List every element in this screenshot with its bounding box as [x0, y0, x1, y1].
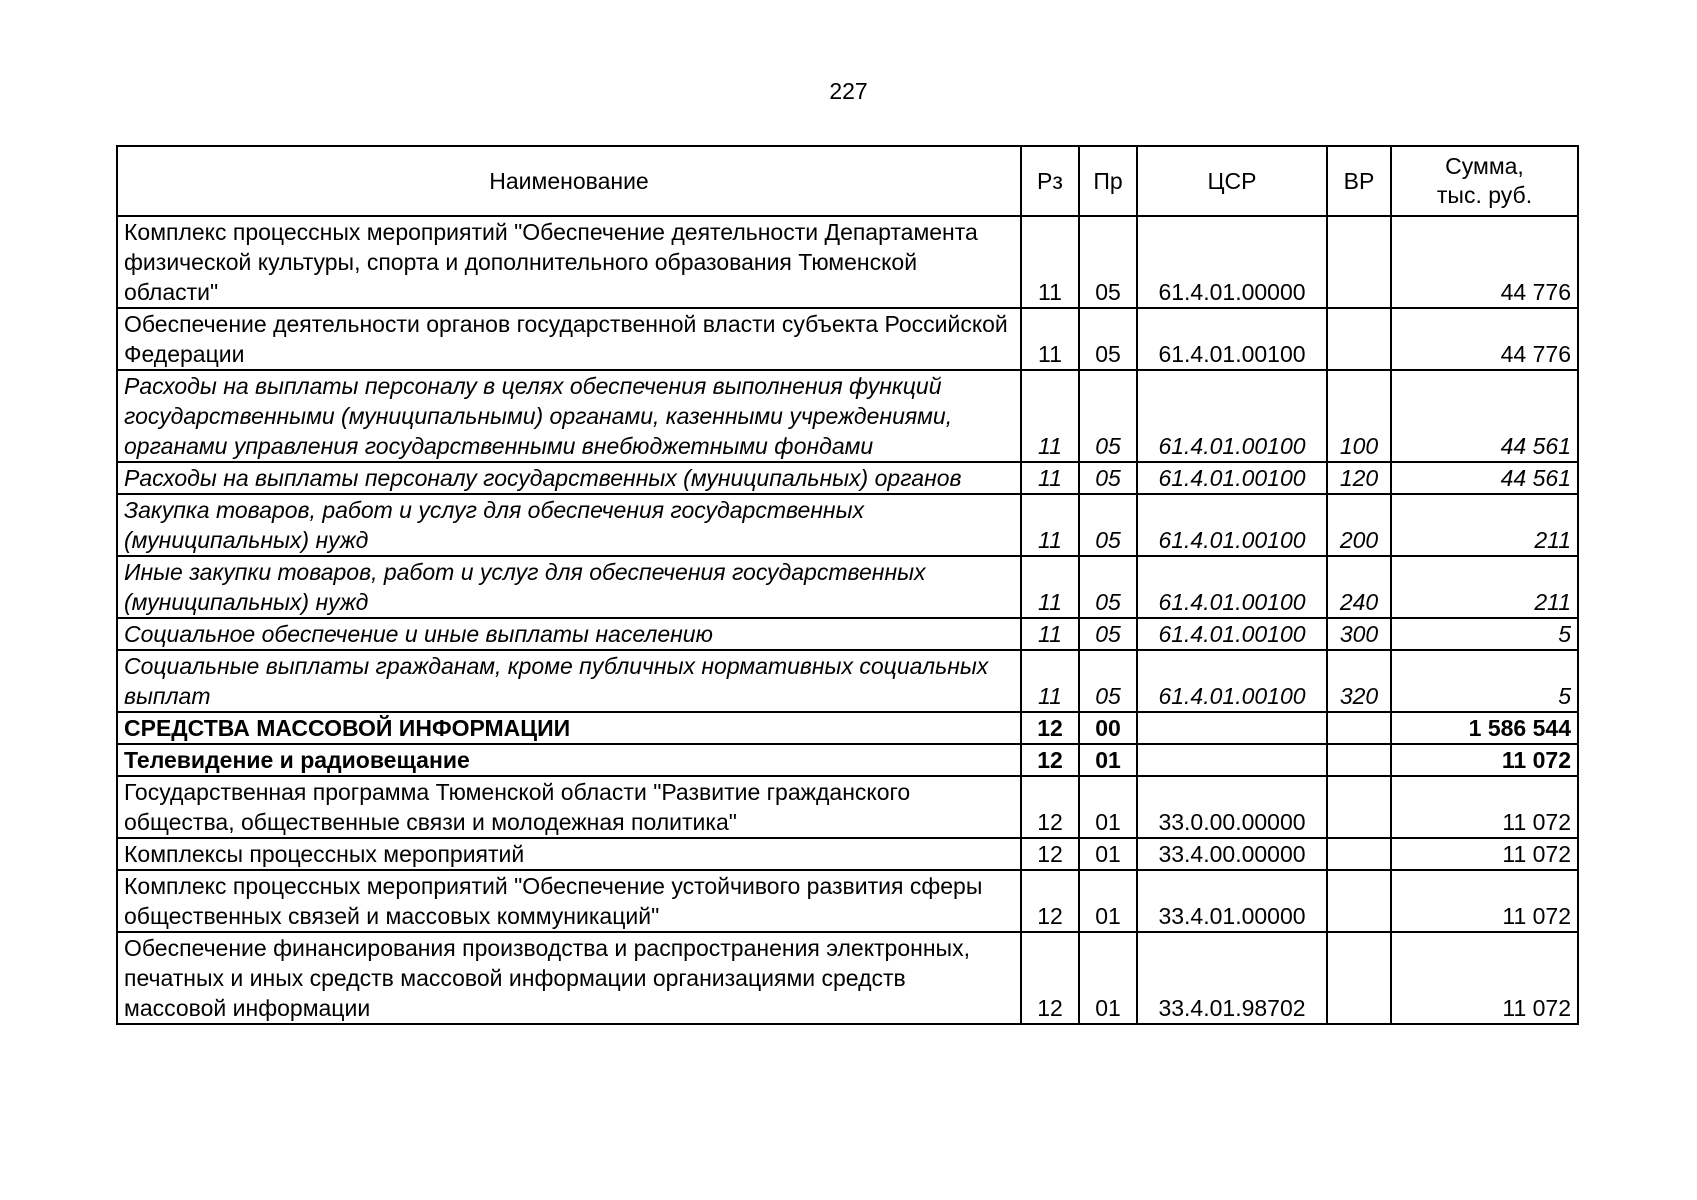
cell-sum: 5: [1391, 618, 1578, 650]
cell-vr: 320: [1327, 650, 1391, 712]
table-row: [117, 618, 1578, 650]
cell-pr: 05: [1079, 308, 1137, 370]
cell-sum: 11 072: [1391, 744, 1578, 776]
table-row: [117, 838, 1578, 870]
table-row: [117, 308, 1578, 370]
budget-table: [116, 145, 1579, 1025]
cell-vr: 240: [1327, 556, 1391, 618]
cell-csr: 33.0.00.00000: [1137, 776, 1327, 838]
cell-csr: [1137, 712, 1327, 744]
cell-vr: 120: [1327, 462, 1391, 494]
cell-pr: 01: [1079, 744, 1137, 776]
cell-pr: 01: [1079, 838, 1137, 870]
cell-rz: 11: [1021, 494, 1079, 556]
table-row: [117, 370, 1578, 462]
header-sum-line1: Сумма,: [1445, 153, 1524, 179]
cell-pr: 05: [1079, 462, 1137, 494]
cell-pr: 05: [1079, 370, 1137, 462]
cell-sum: 44 561: [1391, 462, 1578, 494]
cell-pr: 05: [1079, 556, 1137, 618]
cell-name: Телевидение и радиовещание: [117, 744, 1021, 776]
cell-sum: 5: [1391, 650, 1578, 712]
cell-vr: [1327, 838, 1391, 870]
cell-rz: 12: [1021, 712, 1079, 744]
cell-pr: 05: [1079, 650, 1137, 712]
cell-rz: 12: [1021, 744, 1079, 776]
cell-name: Социальные выплаты гражданам, кроме публичных нормативных социальных выплат: [117, 650, 1021, 712]
cell-csr: 61.4.01.00100: [1137, 494, 1327, 556]
cell-rz: 11: [1021, 650, 1079, 712]
table-row: [117, 556, 1578, 618]
cell-rz: 11: [1021, 556, 1079, 618]
cell-vr: [1327, 932, 1391, 1024]
cell-sum: 211: [1391, 494, 1578, 556]
cell-rz: 11: [1021, 216, 1079, 308]
cell-vr: 100: [1327, 370, 1391, 462]
cell-sum: 11 072: [1391, 870, 1578, 932]
cell-sum: 11 072: [1391, 932, 1578, 1024]
cell-csr: 61.4.01.00100: [1137, 370, 1327, 462]
cell-rz: 12: [1021, 776, 1079, 838]
cell-sum: 44 776: [1391, 308, 1578, 370]
table-row: [117, 650, 1578, 712]
table-row: [117, 712, 1578, 744]
cell-rz: 11: [1021, 308, 1079, 370]
table-row: [117, 744, 1578, 776]
cell-name: Расходы на выплаты персоналу в целях обеспечения выполнения функций государственными (муниципальными) органами, казенными учреждениями, органами управления государственными внебюджетными фондами: [117, 370, 1021, 462]
cell-vr: [1327, 308, 1391, 370]
header-name: Наименование: [117, 146, 1021, 216]
cell-pr: 05: [1079, 216, 1137, 308]
cell-name: Расходы на выплаты персоналу государственных (муниципальных) органов: [117, 462, 1021, 494]
cell-sum: 44 776: [1391, 216, 1578, 308]
table-row: [117, 776, 1578, 838]
cell-csr: 61.4.01.00100: [1137, 462, 1327, 494]
cell-pr: 00: [1079, 712, 1137, 744]
cell-vr: [1327, 216, 1391, 308]
cell-name: Закупка товаров, работ и услуг для обеспечения государственных (муниципальных) нужд: [117, 494, 1021, 556]
cell-name: Государственная программа Тюменской области "Развитие гражданского общества, общественные связи и молодежная политика": [117, 776, 1021, 838]
cell-name: Социальное обеспечение и иные выплаты населению: [117, 618, 1021, 650]
cell-sum: 11 072: [1391, 838, 1578, 870]
cell-csr: 61.4.01.00100: [1137, 556, 1327, 618]
cell-rz: 12: [1021, 870, 1079, 932]
cell-rz: 12: [1021, 932, 1079, 1024]
cell-sum: 11 072: [1391, 776, 1578, 838]
table-row: [117, 932, 1578, 1024]
page-number: 227: [829, 78, 868, 104]
cell-name: Обеспечение деятельности органов государственной власти субъекта Российской Федерации: [117, 308, 1021, 370]
table-row: [117, 870, 1578, 932]
table-row: [117, 216, 1578, 308]
cell-rz: 11: [1021, 370, 1079, 462]
cell-csr: 61.4.01.00100: [1137, 308, 1327, 370]
cell-csr: 61.4.01.00100: [1137, 650, 1327, 712]
cell-vr: [1327, 776, 1391, 838]
cell-pr: 01: [1079, 870, 1137, 932]
cell-name: Комплекс процессных мероприятий "Обеспечение устойчивого развития сферы общественных связей и массовых коммуникаций": [117, 870, 1021, 932]
cell-csr: 33.4.01.00000: [1137, 870, 1327, 932]
cell-pr: 01: [1079, 932, 1137, 1024]
cell-vr: 300: [1327, 618, 1391, 650]
cell-vr: [1327, 744, 1391, 776]
header-sum-line2: тыс. руб.: [1436, 182, 1533, 208]
cell-rz: 11: [1021, 462, 1079, 494]
cell-sum: 44 561: [1391, 370, 1578, 462]
header-rz: Рз: [1021, 146, 1079, 216]
table-row: [117, 494, 1578, 556]
table-header-row: [117, 146, 1578, 216]
cell-pr: 05: [1079, 618, 1137, 650]
cell-csr: 33.4.00.00000: [1137, 838, 1327, 870]
cell-vr: 200: [1327, 494, 1391, 556]
header-sum: [1391, 146, 1578, 216]
cell-name: Комплексы процессных мероприятий: [117, 838, 1021, 870]
table-row: [117, 462, 1578, 494]
cell-csr: [1137, 744, 1327, 776]
cell-csr: 61.4.01.00000: [1137, 216, 1327, 308]
cell-name: СРЕДСТВА МАССОВОЙ ИНФОРМАЦИИ: [117, 712, 1021, 744]
cell-csr: 61.4.01.00100: [1137, 618, 1327, 650]
cell-name: Обеспечение финансирования производства и распространения электронных, печатных и иных средств массовой информации организациями средств массовой информации: [117, 932, 1021, 1024]
cell-vr: [1327, 870, 1391, 932]
header-csr: ЦСР: [1137, 146, 1327, 216]
cell-vr: [1327, 712, 1391, 744]
cell-pr: 05: [1079, 494, 1137, 556]
cell-name: Иные закупки товаров, работ и услуг для обеспечения государственных (муниципальных) нужд: [117, 556, 1021, 618]
cell-sum: 1 586 544: [1391, 712, 1578, 744]
cell-rz: 11: [1021, 618, 1079, 650]
cell-csr: 33.4.01.98702: [1137, 932, 1327, 1024]
cell-sum: 211: [1391, 556, 1578, 618]
header-pr: Пр: [1079, 146, 1137, 216]
cell-pr: 01: [1079, 776, 1137, 838]
cell-rz: 12: [1021, 838, 1079, 870]
header-vr: ВР: [1327, 146, 1391, 216]
cell-name: Комплекс процессных мероприятий "Обеспечение деятельности Департамента физической культуры, спорта и дополнительного образования Тюменской области": [117, 216, 1021, 308]
